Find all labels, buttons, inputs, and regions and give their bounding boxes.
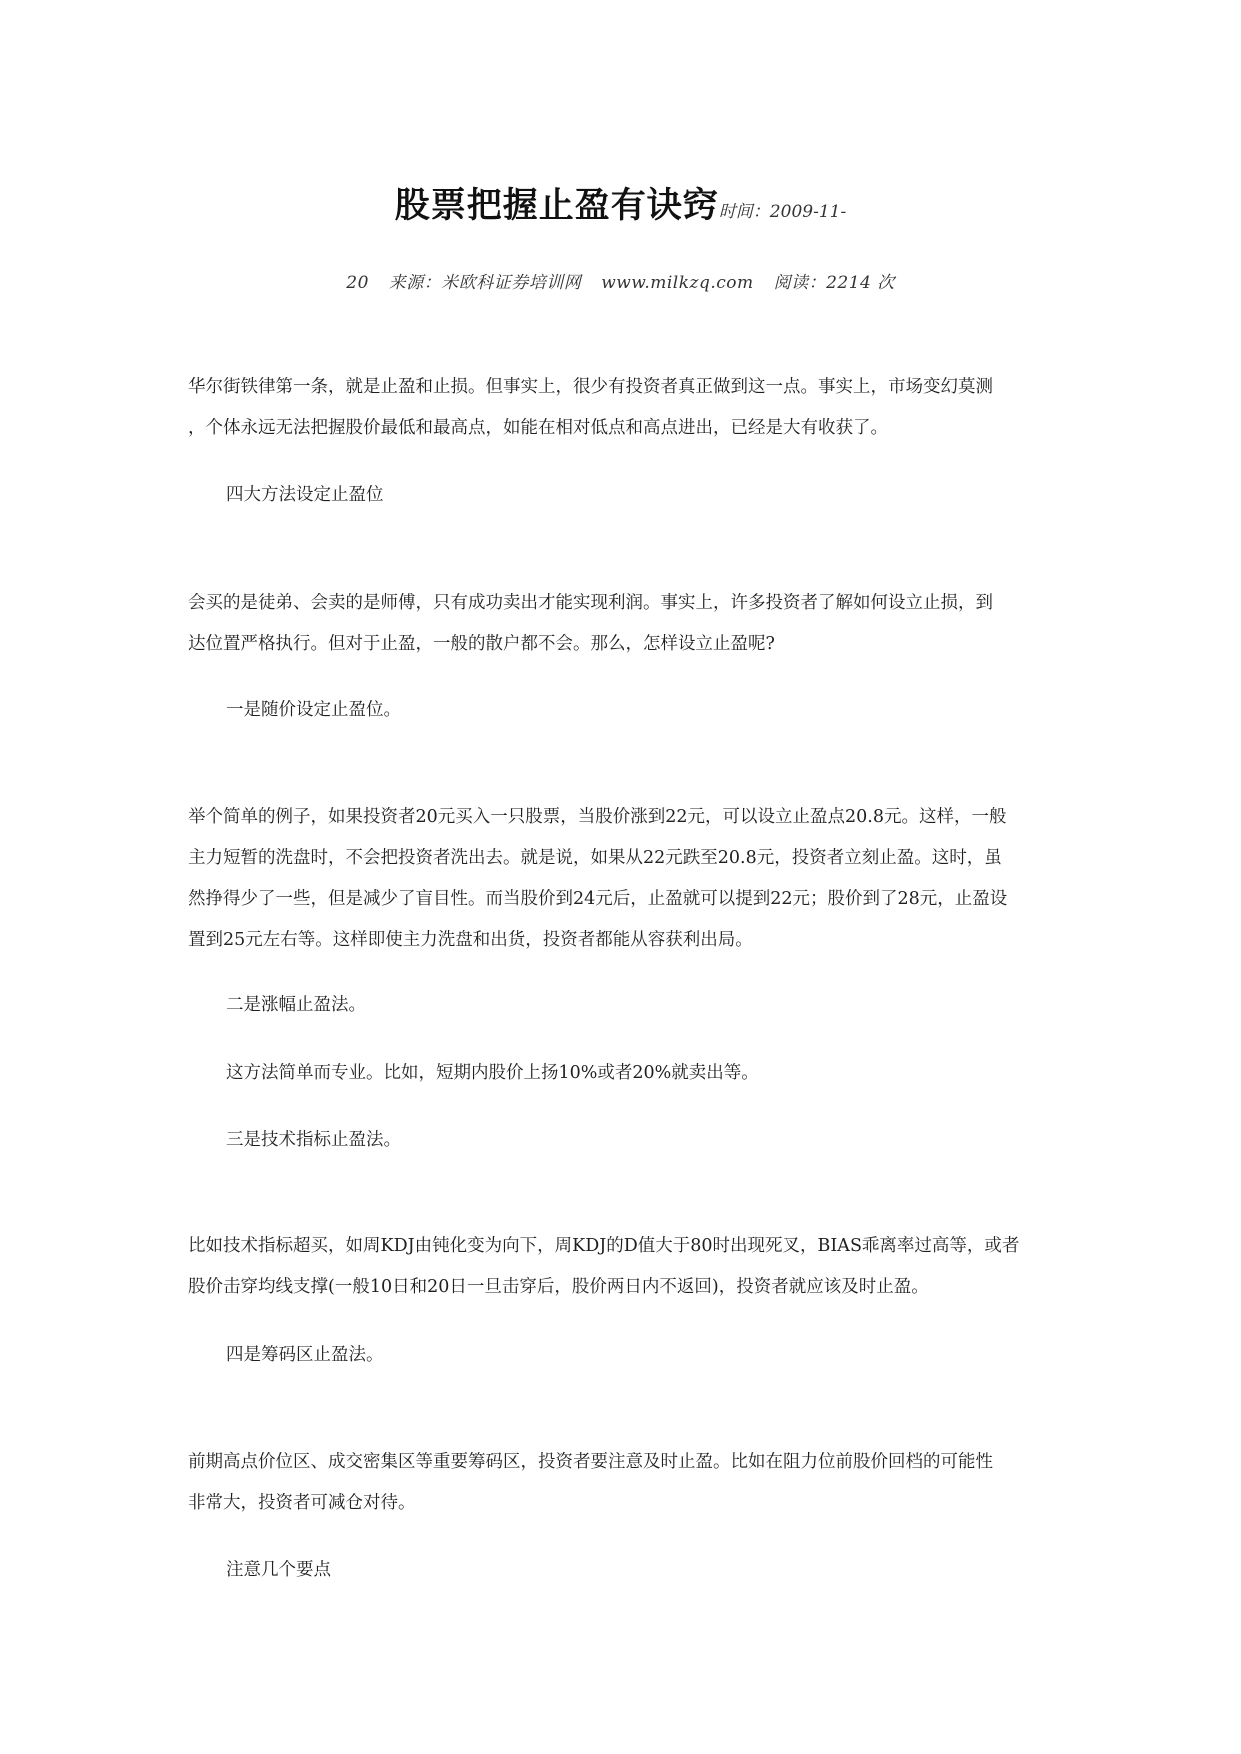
paragraph-intro — [188, 367, 1056, 449]
title-line — [0, 178, 1241, 228]
paragraph-example — [188, 797, 1056, 961]
meta-url: www.milkzq.com — [601, 273, 754, 293]
meta-reads: 阅读：2214 次 — [773, 273, 895, 293]
section-heading: 二是涨幅止盈法。 — [226, 995, 366, 1015]
paragraph-line: 非常大，投资者可减仓对待。 — [188, 1493, 416, 1513]
paragraph-line: 前期高点价位区、成交密集区等重要筹码区，投资者要注意及时止盈。比如在阻力位前股价回档的可能性 — [188, 1452, 993, 1472]
paragraph-chips — [188, 1442, 1056, 1524]
paragraph-line: 华尔街铁律第一条，就是止盈和止损。但事实上，很少有投资者真正做到这一点。事实上，市场变幻莫测 — [188, 377, 993, 397]
paragraph-line: ，个体永远无法把握股价最低和最高点，如能在相对低点和高点进出，已经是大有收获了。 — [188, 418, 888, 438]
section-heading: 四是筹码区止盈法。 — [226, 1345, 384, 1365]
paragraph-line: 股价击穿均线支撑(一般10日和20日一旦击穿后，股价两日内不返回)，投资者就应该及时止盈。 — [188, 1277, 929, 1297]
article-meta — [0, 268, 1241, 293]
paragraph-line: 达位置严格执行。但对于止盈，一般的散户都不会。那么，怎样设立止盈呢? — [188, 634, 775, 654]
article-time: 时间：2009-11- — [718, 202, 847, 222]
section-heading: 一是随价设定止盈位。 — [226, 700, 401, 720]
meta-day: 20 — [346, 273, 369, 293]
section-heading: 三是技术指标止盈法。 — [226, 1130, 401, 1150]
paragraph-indicator — [188, 1226, 1056, 1308]
paragraph-line: 置到25元左右等。这样即使主力洗盘和出货，投资者都能从容获利出局。 — [188, 930, 753, 950]
section-heading: 四大方法设定止盈位 — [226, 485, 384, 505]
paragraph-sell — [188, 583, 1056, 665]
paragraph-line: 会买的是徒弟、会卖的是师傅，只有成功卖出才能实现利润。事实上，许多投资者了解如何设立止损，到 — [188, 593, 993, 613]
paragraph-line: 然挣得少了一些，但是减少了盲目性。而当股价到24元后，止盈就可以提到22元；股价到了28元，止盈设 — [188, 889, 1008, 909]
article-title: 股票把握止盈有诀窍 — [394, 185, 719, 226]
section-text: 这方法简单而专业。比如，短期内股价上扬10%或者20%就卖出等。 — [226, 1063, 759, 1083]
paragraph-line: 比如技术指标超买，如周KDJ由钝化变为向下，周KDJ的D值大于80时出现死叉，BIAS乖离率过高等，或者 — [188, 1236, 1020, 1256]
paragraph-line: 主力短暂的洗盘时，不会把投资者洗出去。就是说，如果从22元跌至20.8元，投资者立刻止盈。这时，虽 — [188, 848, 1002, 868]
meta-source: 来源：米欧科证券培训网 — [388, 273, 582, 293]
section-heading: 注意几个要点 — [226, 1560, 331, 1580]
paragraph-line: 举个简单的例子，如果投资者20元买入一只股票，当股价涨到22元，可以设立止盈点20.8元。这样，一般 — [188, 807, 1007, 827]
